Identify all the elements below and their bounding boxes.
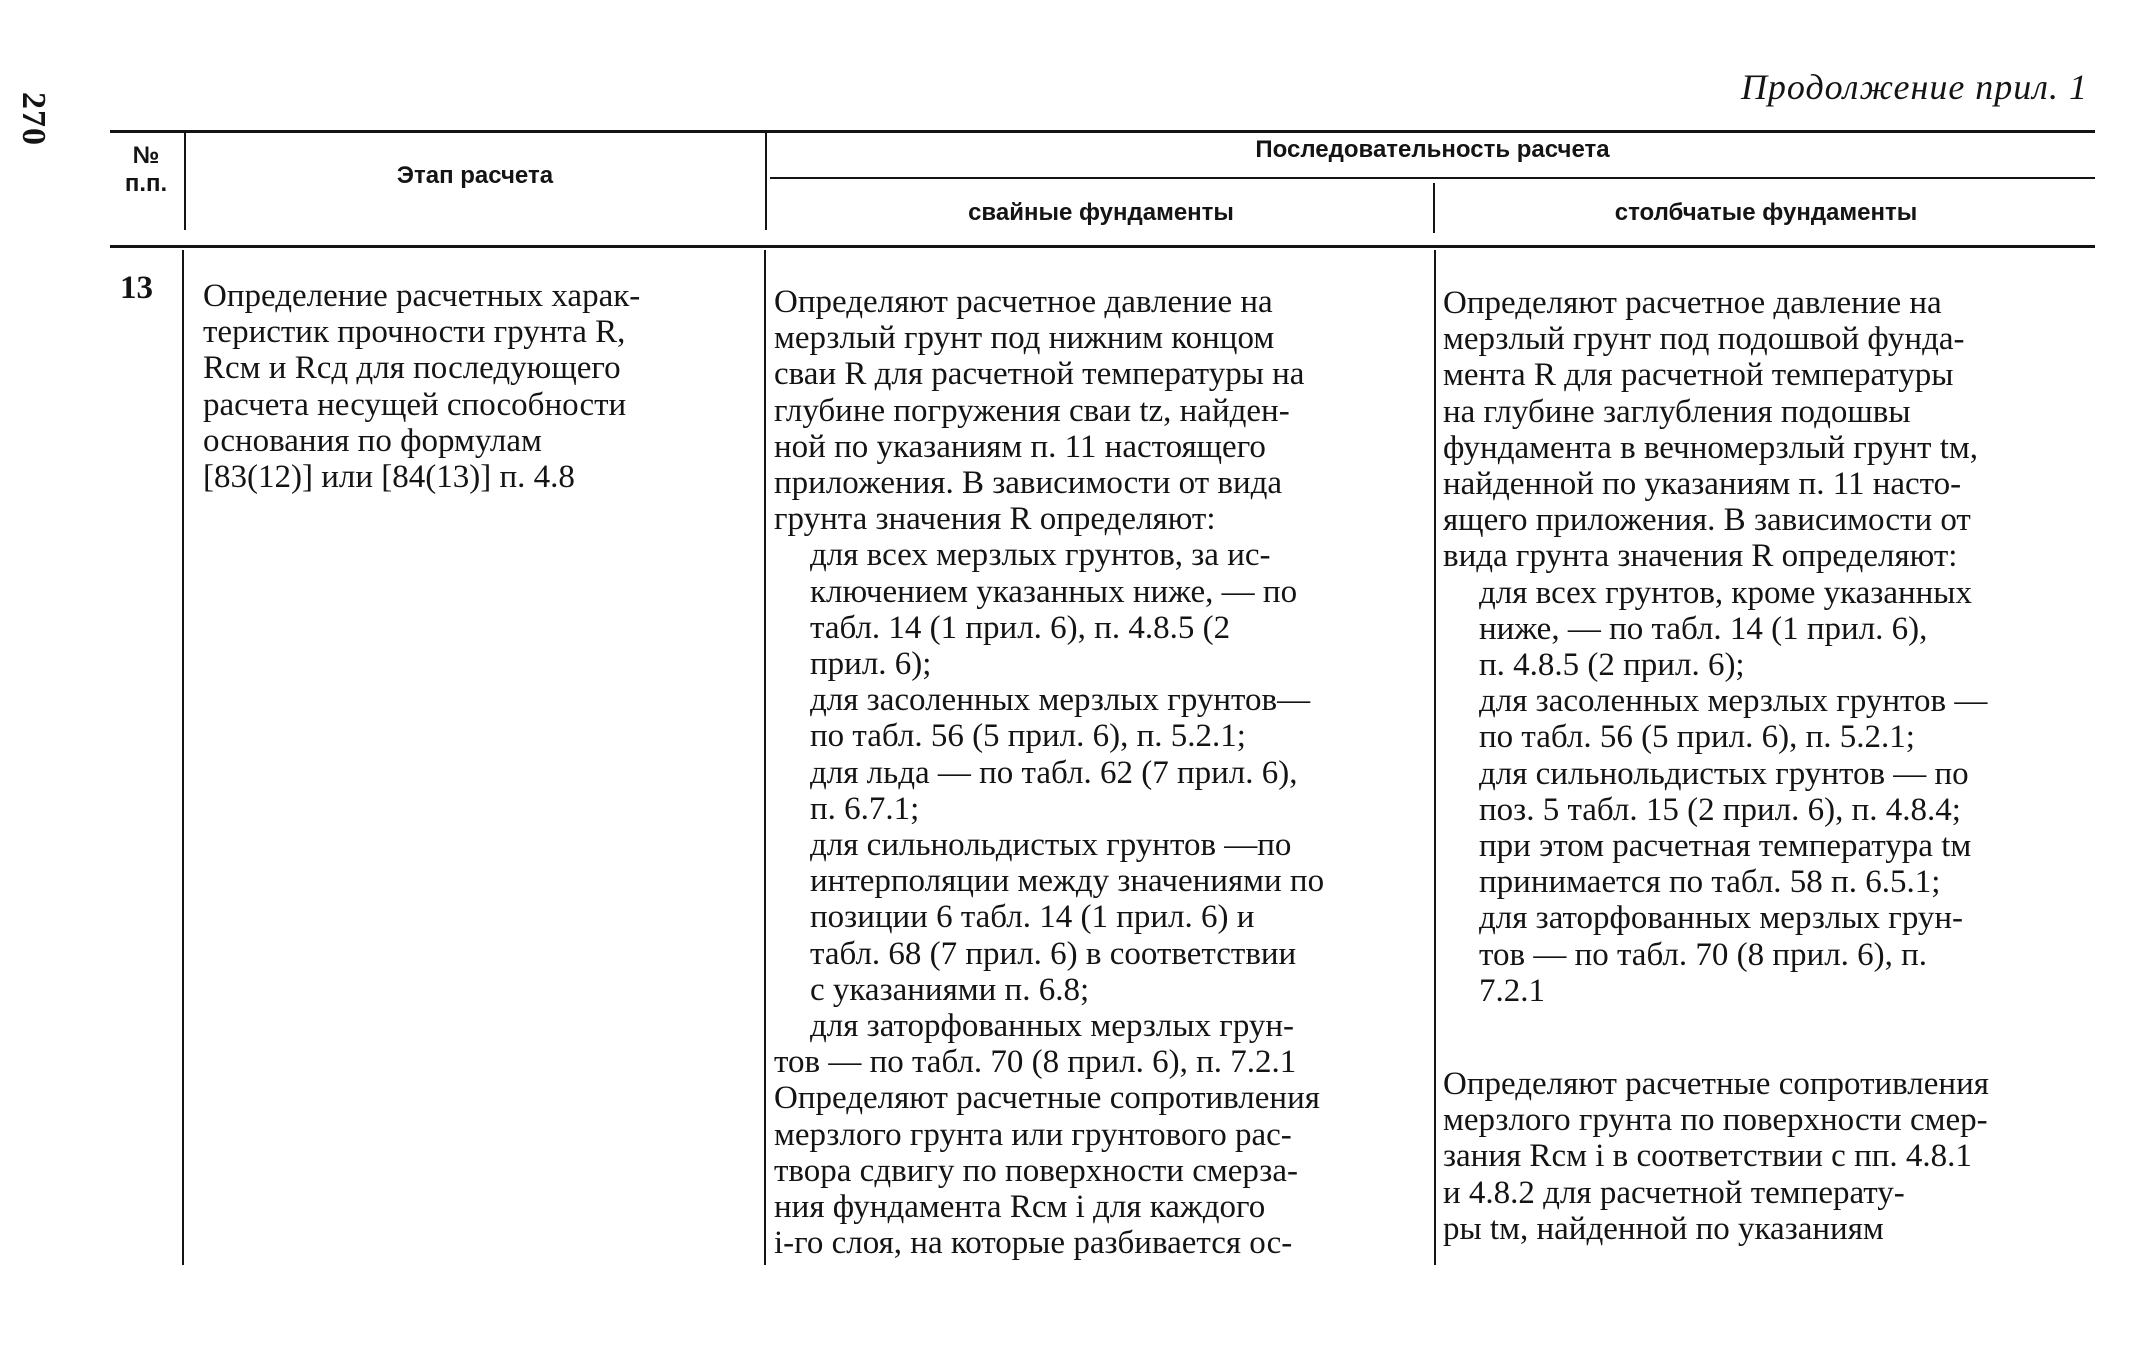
text-line: для сильнольдистых грунтов —по <box>810 827 1292 864</box>
header-sequence-rule <box>770 177 2095 179</box>
text-line: грунта значения R определяют: <box>774 501 1216 538</box>
text-line: п. 6.7.1; <box>810 790 920 827</box>
body-divider-num <box>182 250 184 1265</box>
header-divider-stage <box>765 130 767 230</box>
body-divider-pile <box>1434 250 1436 1265</box>
text-line: приложения. В зависимости от вида <box>774 465 1283 502</box>
text-line: тов — по табл. 70 (8 прил. 6), п. 7.2.1 <box>774 1044 1297 1081</box>
text-line: для заторфованных мерзлых грун- <box>810 1008 1295 1045</box>
text-line: для льда — по табл. 62 (7 прил. 6), <box>810 754 1298 791</box>
column-foundations-cell-bearing <box>1443 285 2089 1009</box>
text-line: ящего приложения. В зависимости от <box>1443 502 1971 539</box>
text-line: i-го слоя, на которые разбивается ос- <box>774 1225 1293 1262</box>
table-top-rule <box>110 130 2095 133</box>
text-line: ры tм, найденной по указаниям <box>1443 1210 1884 1247</box>
text-line: принимается по табл. 58 п. 6.5.1; <box>1479 864 1941 901</box>
text-line: мерзлого грунта или грунтового рас- <box>774 1116 1292 1153</box>
text-line: Определяют расчетные сопротивления <box>1443 1066 1989 1102</box>
text-line: сваи R для расчетной температуры на <box>774 356 1305 393</box>
text-line: табл. 14 (1 прил. 6), п. 4.8.5 (2 <box>810 609 1231 646</box>
text-line: интерполяции между значениями по <box>810 863 1325 900</box>
continuation-label: Продолжение прил. 1 <box>1740 67 2088 107</box>
text-line: для заторфованных мерзлых грун- <box>1479 900 1964 937</box>
text-line: для всех мерзлых грунтов, за ис- <box>810 537 1271 574</box>
header-sequence-label: Последовательность расчета <box>1255 136 1610 163</box>
header-number-label: № п.п. <box>124 142 168 197</box>
column-foundations-cell-adfreeze <box>1443 1066 2089 1247</box>
text-line: ной по указаниям п. 11 настоящего <box>774 428 1266 465</box>
text-line: Определяют расчетное давление на <box>1443 285 1942 321</box>
text-line: Определяют расчетные сопротивления <box>774 1080 1320 1117</box>
body-divider-stage <box>764 250 766 1265</box>
text-line: ключением указанных ниже, — по <box>810 573 1298 610</box>
text-line: прил. 6); <box>810 646 932 683</box>
text-line: 7.2.1 <box>1479 972 1545 1009</box>
text-line: ниже, — по табл. 14 (1 прил. 6), <box>1479 610 1928 647</box>
stage-cell <box>203 278 748 495</box>
header-pile-label: свайные фундаменты <box>968 199 1234 226</box>
header-divider-pile <box>1433 183 1435 233</box>
header-stage-label: Этап расчета <box>396 162 554 189</box>
text-line: п. 4.8.5 (2 прил. 6); <box>1479 647 1745 684</box>
text-line: мерзлый грунт под нижним концом <box>774 320 1275 357</box>
text-line: основания по формулам <box>203 422 542 459</box>
text-line: и 4.8.2 для расчетной температу- <box>1443 1174 1905 1211</box>
text-line: теристик прочности грунта R, <box>203 314 626 351</box>
text-line: Определяют расчетное давление на <box>774 284 1273 320</box>
header-bottom-rule <box>110 245 2095 248</box>
text-line: с указаниями п. 6.8; <box>810 971 1090 1008</box>
text-line: на глубине заглубления подошвы <box>1443 393 1911 430</box>
text-line: [83(12)] или [84(13)] п. 4.8 <box>203 459 575 496</box>
pile-foundations-cell <box>774 284 1420 1261</box>
text-line: для всех грунтов, кроме указанных <box>1479 574 1972 611</box>
text-line: фундамента в вечномерзлый грунт tм, <box>1443 429 1978 466</box>
text-line: позиции 6 табл. 14 (1 прил. 6) и <box>810 899 1255 936</box>
text-line: Определение расчетных харак- <box>203 278 641 314</box>
text-line: найденной по указаниям п. 11 насто- <box>1443 466 1962 503</box>
text-line: вида грунта значения R определяют: <box>1443 538 1958 575</box>
text-line: глубине погружения сваи tz, найден- <box>774 392 1290 429</box>
text-line: твора сдвигу по поверхности смерза- <box>774 1152 1298 1189</box>
text-line: Rсм и Rсд для последующего <box>203 350 621 387</box>
text-line: поз. 5 табл. 15 (2 прил. 6), п. 4.8.4; <box>1479 791 1961 828</box>
text-line: для засоленных мерзлых грунтов— <box>810 682 1311 719</box>
text-line: расчета несущей способности <box>203 386 627 423</box>
text-line: по табл. 56 (5 прил. 6), п. 5.2.1; <box>1479 719 1915 756</box>
text-line: для сильнольдистых грунтов — по <box>1479 755 1969 792</box>
page-number: 270 <box>15 92 52 146</box>
text-line: мерзлого грунта по поверхности смер- <box>1443 1102 1988 1139</box>
text-line: тов — по табл. 70 (8 прил. 6), п. <box>1479 936 1928 973</box>
text-line: для засоленных мерзлых грунтов — <box>1479 683 1988 720</box>
row-number: 13 <box>120 270 153 306</box>
text-line: мерзлый грунт под подошвой фунда- <box>1443 321 1965 358</box>
header-column-label: столбчатые фундаменты <box>1614 199 1918 226</box>
text-line: при этом расчетная температура tм <box>1479 828 1972 865</box>
text-line: табл. 68 (7 прил. 6) в соответствии <box>810 935 1297 972</box>
text-line: ния фундамента Rсм i для каждого <box>774 1189 1266 1226</box>
text-line: по табл. 56 (5 прил. 6), п. 5.2.1; <box>810 718 1246 755</box>
text-line: зания Rсм i в соответствии с пп. 4.8.1 <box>1443 1138 1972 1175</box>
text-line: мента R для расчетной температуры <box>1443 357 1954 394</box>
